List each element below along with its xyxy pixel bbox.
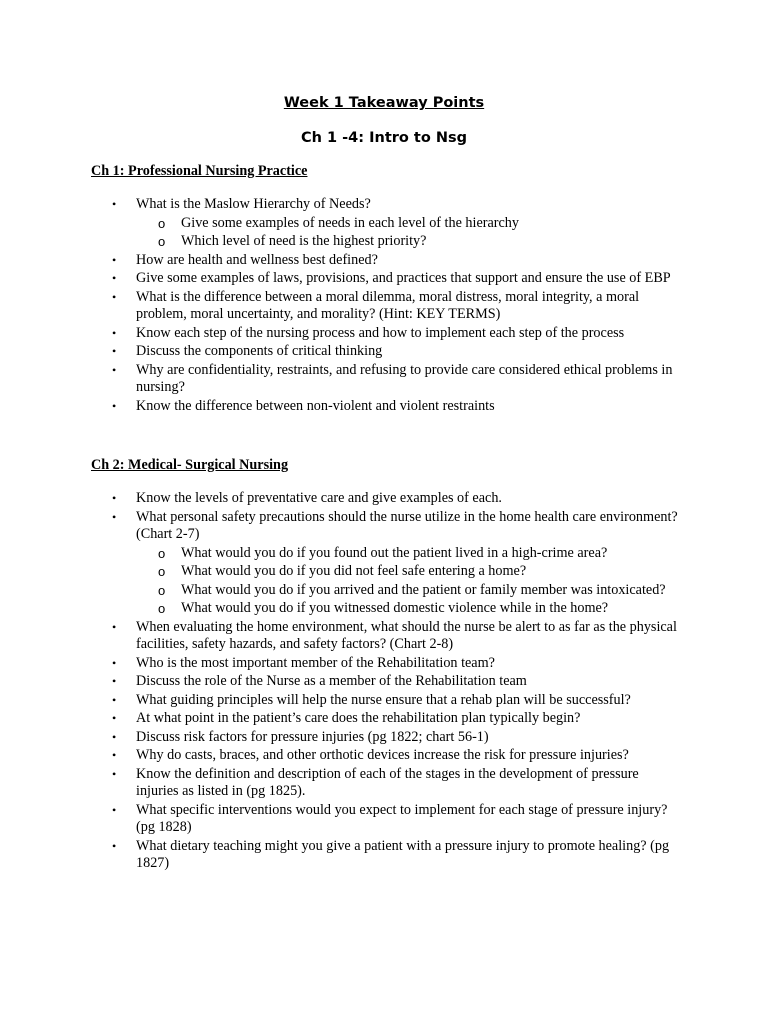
list-item-text: Discuss risk factors for pressure injuries (pg 1822; chart 56-1) xyxy=(136,728,489,745)
list-item xyxy=(91,747,681,765)
bullet-icon: • xyxy=(112,692,117,707)
bullet-icon: • xyxy=(112,289,117,304)
list-item-text: Who is the most important member of the Rehabilitation team? xyxy=(136,654,495,671)
bullet-icon: • xyxy=(112,271,117,285)
list-item xyxy=(91,325,681,343)
bullet-icon: • xyxy=(112,398,117,413)
bullet-icon: • xyxy=(112,729,117,744)
list-item-text: Discuss the role of the Nurse as a member of the Rehabilitation team xyxy=(136,673,527,689)
sub-bullet-icon: o xyxy=(158,564,166,579)
sub-bullet-icon: o xyxy=(158,215,166,231)
bullet-icon: • xyxy=(112,509,117,524)
list-item-text: What dietary teaching might you give a patient with a pressure injury to promote healing? (pg 1827) xyxy=(136,837,670,871)
bullet-icon: • xyxy=(112,362,117,377)
list-item xyxy=(91,692,681,710)
sub-list-item xyxy=(91,545,681,563)
list-item xyxy=(91,252,681,270)
list-item-text: When evaluating the home environment, what should the nurse be alert to as far as the physical facilities, safety hazards, and safety factors? (Chart 2-8) xyxy=(136,618,677,652)
bullet-icon: • xyxy=(112,766,117,781)
section-ch1 xyxy=(91,162,691,416)
list-item xyxy=(91,343,681,361)
list-item-text: Know the definition and description of each of the stages in the development of pressure injuries as listed in (pg 1825). xyxy=(136,765,639,799)
list-item xyxy=(91,289,681,324)
document-title: Week 1 Takeaway Points xyxy=(283,95,485,111)
list-item-text: Know the difference between non-violent and violent restraints xyxy=(136,397,495,414)
bullet-icon: • xyxy=(112,674,117,688)
bullet-icon: • xyxy=(112,748,117,762)
bullet-icon: • xyxy=(112,344,117,358)
section-heading: Ch 1: Professional Nursing Practice xyxy=(91,163,308,179)
bullet-icon: • xyxy=(112,619,117,634)
list-item xyxy=(91,490,681,508)
sub-list-item xyxy=(91,600,681,618)
list-item-text: What guiding principles will help the nurse ensure that a rehab plan will be successful? xyxy=(136,691,631,708)
section-heading: Ch 2: Medical- Surgical Nursing xyxy=(91,457,289,473)
list-item-text: Which level of need is the highest priority? xyxy=(181,233,427,249)
list-item-text: At what point in the patient’s care does the rehabilitation plan typically begin? xyxy=(136,710,581,726)
list-item-text: Discuss the components of critical thinking xyxy=(136,343,383,359)
list-item-text: What would you do if you witnessed domestic violence while in the home? xyxy=(181,600,609,616)
list-item-text: What would you do if you found out the patient lived in a high-crime area? xyxy=(181,544,608,561)
bullet-icon: • xyxy=(112,252,117,267)
bullet-icon: • xyxy=(112,491,117,505)
list-item-text: What specific interventions would you expect to implement for each stage of pressure injury? (pg 1828) xyxy=(136,801,668,835)
list-item xyxy=(91,398,681,416)
sub-list-item xyxy=(91,582,681,600)
list-item-text: Know each step of the nursing process and how to implement each step of the process xyxy=(136,324,625,341)
sub-bullet-icon: o xyxy=(158,582,166,598)
list-item xyxy=(91,196,681,214)
document-subtitle: Ch 1 -4: Intro to Nsg xyxy=(301,130,467,146)
sub-list-item xyxy=(91,233,681,251)
bullet-icon: • xyxy=(112,711,117,725)
list-item-text: What would you do if you arrived and the patient or family member was intoxicated? xyxy=(181,581,666,598)
list-item-text: Give some examples of laws, provisions, and practices that support and ensure the use of EBP xyxy=(136,270,671,286)
list-item-text: Give some examples of needs in each level of the hierarchy xyxy=(181,214,519,231)
sub-bullet-icon: o xyxy=(158,234,166,249)
section-ch2 xyxy=(91,456,691,874)
list-item-text: What would you do if you did not feel safe entering a home? xyxy=(181,563,527,579)
list-item xyxy=(91,655,681,673)
sub-list-item xyxy=(91,215,681,233)
list-item xyxy=(91,802,681,837)
bullet-icon: • xyxy=(112,838,117,853)
list-item-text: Why do casts, braces, and other orthotic devices increase the risk for pressure injuries? xyxy=(136,747,629,763)
sub-list-item xyxy=(91,563,681,581)
list-item xyxy=(91,362,681,397)
list-item-text: How are health and wellness best defined? xyxy=(136,251,378,268)
question-list xyxy=(91,196,691,415)
list-item xyxy=(91,729,681,747)
sub-bullet-icon: o xyxy=(158,601,166,616)
list-item xyxy=(91,509,681,544)
list-item-text: What is the Maslow Hierarchy of Needs? xyxy=(136,196,371,212)
list-item xyxy=(91,270,681,288)
list-item-text: Why are confidentiality, restraints, and refusing to provide care considered ethical problems in nursing? xyxy=(136,361,673,395)
list-item-text: Know the levels of preventative care and give examples of each. xyxy=(136,490,502,506)
bullet-icon: • xyxy=(112,325,117,340)
list-item xyxy=(91,710,681,728)
list-item-text: What personal safety precautions should the nurse utilize in the home health care environment? (Chart 2-7) xyxy=(136,508,678,542)
bullet-icon: • xyxy=(112,197,117,211)
list-item xyxy=(91,673,681,691)
bullet-icon: • xyxy=(112,802,117,817)
list-item-text: What is the difference between a moral dilemma, moral distress, moral integrity, a moral problem, moral uncertainty, and morality? (Hint: KEY TERMS) xyxy=(136,288,640,322)
list-item xyxy=(91,838,681,873)
question-list xyxy=(91,490,691,873)
list-item xyxy=(91,619,681,654)
bullet-icon: • xyxy=(112,655,117,670)
sub-bullet-icon: o xyxy=(158,545,166,561)
list-item xyxy=(91,766,681,801)
